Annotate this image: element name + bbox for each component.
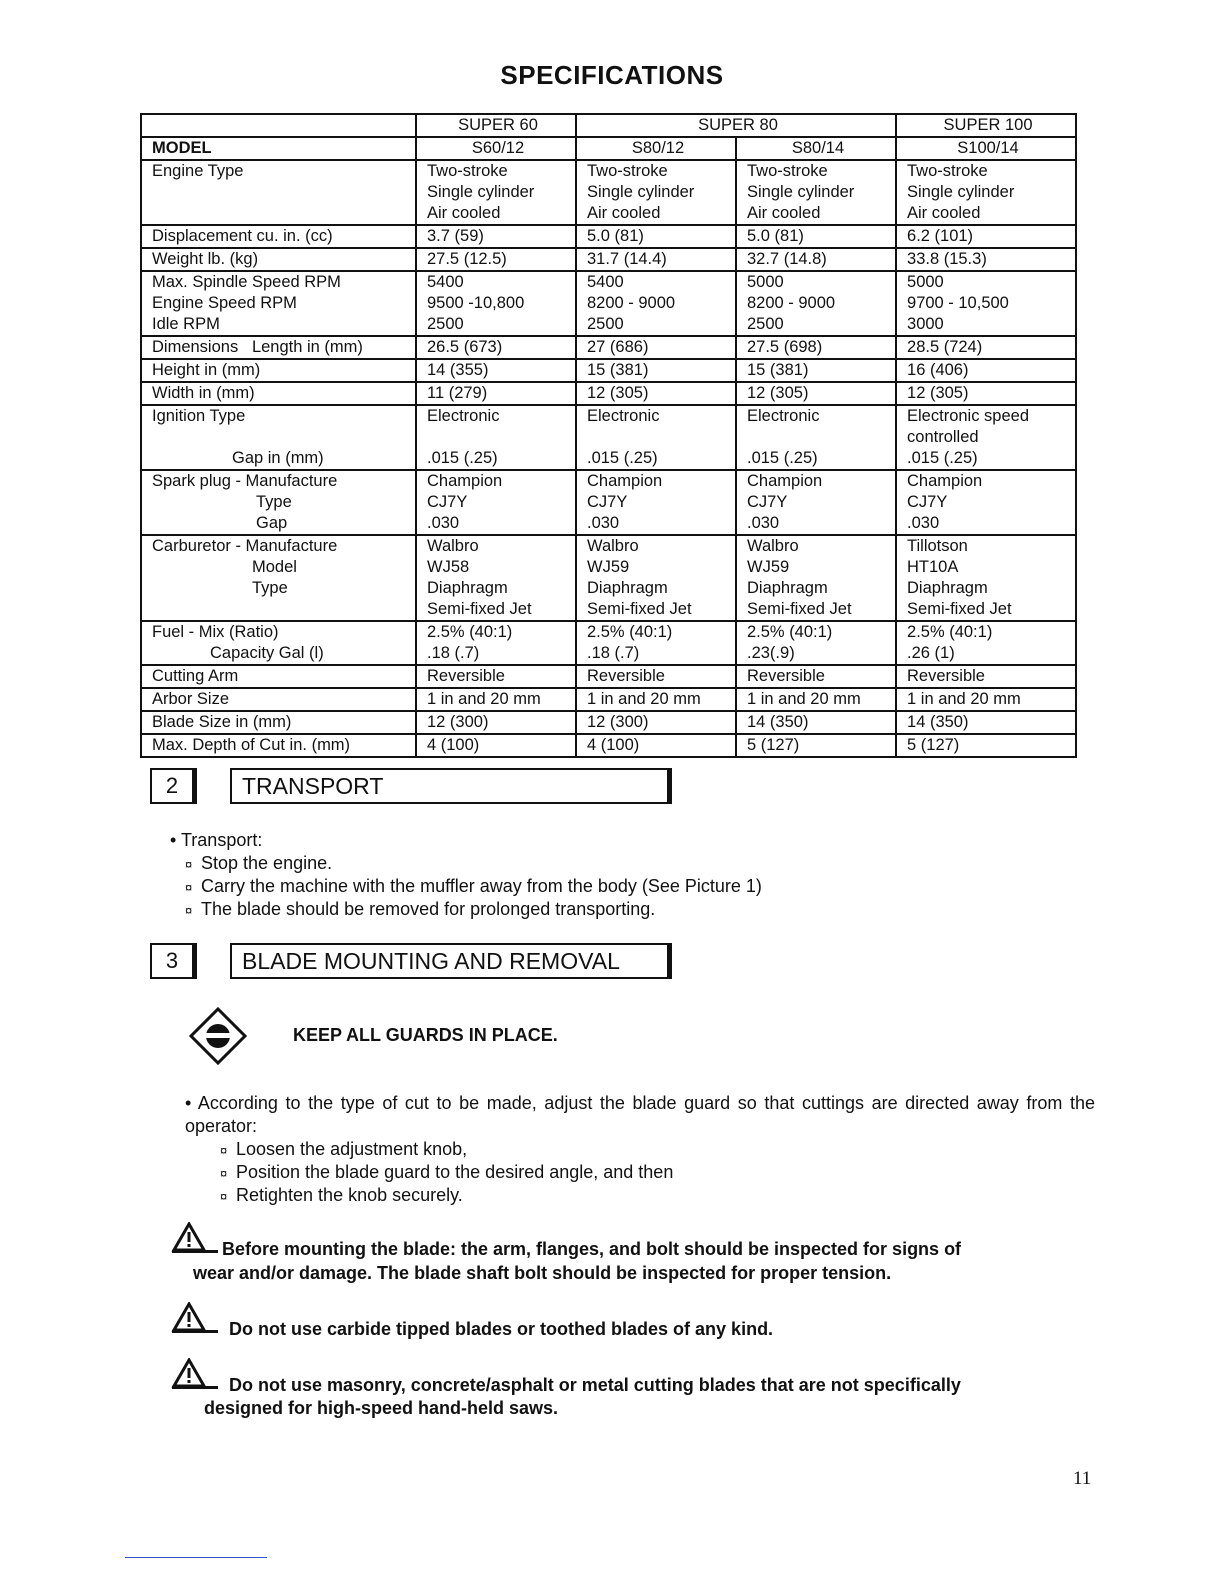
cell-line: .26 (1): [907, 644, 955, 662]
cell-line: .030: [427, 514, 460, 532]
model-s100-14: S100/14: [896, 137, 1076, 160]
cell-line: Model: [252, 558, 297, 576]
row-label-fuel: [141, 621, 416, 665]
model-s80-12: S80/12: [576, 137, 736, 160]
model-s80-14: S80/14: [736, 137, 896, 160]
cell-line: 8200 - 9000: [587, 294, 676, 312]
row-label-length: Dimensions Length in (mm): [141, 336, 416, 359]
cell-line: Single cylinder: [907, 183, 1015, 201]
row-label-displacement: Displacement cu. in. (cc): [141, 225, 416, 248]
cell-line: 9700 - 10,500: [907, 294, 1009, 312]
cell-line: 8200 - 9000: [747, 294, 836, 312]
cell-line: Champion: [427, 472, 503, 490]
table-cell: 12 (305): [896, 382, 1076, 405]
page-number: 11: [1073, 1468, 1092, 1489]
cell-line: 5000: [747, 273, 784, 291]
table-row-cutting-arm: [141, 665, 1076, 688]
bullet-icon: ¤: [220, 1189, 228, 1204]
cell-line: Air cooled: [587, 204, 661, 222]
cell-line: .030: [587, 514, 620, 532]
cell-line: WJ58: [427, 558, 470, 576]
row-label-carburetor: [141, 535, 416, 621]
cell-line: CJ7Y: [747, 493, 788, 511]
table-cell: [576, 160, 736, 225]
table-cell: [736, 535, 896, 621]
cell-line: Two-stroke: [427, 162, 508, 180]
list-item: [220, 1184, 463, 1208]
cell-line: Semi-fixed Jet: [907, 600, 1012, 618]
cell-line: WJ59: [587, 558, 630, 576]
table-cell: 31.7 (14.4): [576, 248, 736, 271]
table-cell: 14 (355): [416, 359, 576, 382]
cell-line: Two-stroke: [907, 162, 988, 180]
row-label-cutting-arm: Cutting Arm: [141, 665, 416, 688]
warning-text: Do not use carbide tipped blades or toothed blades of any kind.: [229, 1319, 774, 1339]
section-heading-blade: BLADE MOUNTING AND REMOVAL: [230, 943, 672, 979]
cell-line: Electronic: [747, 407, 820, 425]
table-cell: 12 (305): [576, 382, 736, 405]
table-cell: [896, 160, 1076, 225]
list-item: [185, 898, 655, 922]
table-cell: 1 in and 20 mm: [736, 688, 896, 711]
table-cell: 5.0 (81): [576, 225, 736, 248]
transport-intro: • Transport:: [170, 830, 263, 850]
cell-line: Champion: [747, 472, 823, 490]
cell-line: Electronic speed: [907, 407, 1030, 425]
cell-line: Single cylinder: [587, 183, 695, 201]
cell-line: CJ7Y: [427, 493, 468, 511]
warning-triangle-icon: [170, 1358, 220, 1390]
table-cell: 33.8 (15.3): [896, 248, 1076, 271]
cell-line: .015 (.25): [587, 449, 658, 467]
list-item: [220, 1138, 467, 1162]
cell-line: Capacity Gal (l): [210, 644, 324, 662]
table-cell: 1 in and 20 mm: [576, 688, 736, 711]
table-cell: [416, 160, 576, 225]
cell-line: Ignition Type: [152, 407, 246, 425]
footer-rule: [125, 1557, 267, 1558]
cell-line: Walbro: [427, 537, 479, 555]
table-cell: Reversible: [896, 665, 1076, 688]
cell-line: CJ7Y: [587, 493, 628, 511]
cell-line: Two-stroke: [747, 162, 828, 180]
cell-line: [152, 599, 409, 620]
cell-line: .18 (.7): [587, 644, 640, 662]
specifications-table: [140, 113, 1077, 758]
cell-line: .030: [907, 514, 940, 532]
bullet-icon: ¤: [185, 903, 193, 918]
cell-line: Diaphragm: [907, 579, 988, 597]
cell-line: .015 (.25): [907, 449, 978, 467]
warning-text: wear and/or damage. The blade shaft bolt should be inspected for proper tension.: [193, 1263, 892, 1283]
table-cell: 1 in and 20 mm: [896, 688, 1076, 711]
cell-line: Semi-fixed Jet: [587, 600, 692, 618]
table-cell: 11 (279): [416, 382, 576, 405]
cell-line: 2.5% (40:1): [427, 623, 513, 641]
cell-line: Max. Spindle Speed RPM: [152, 273, 341, 291]
table-cell: [416, 621, 576, 665]
row-label-blade-size: Blade Size in (mm): [141, 711, 416, 734]
cell-line: Tillotson: [907, 537, 968, 555]
cell-line: Champion: [587, 472, 663, 490]
table-cell: 28.5 (724): [896, 336, 1076, 359]
table-cell: [416, 470, 576, 535]
table-cell: [576, 271, 736, 336]
table-cell: [896, 535, 1076, 621]
table-cell: 26.5 (673): [416, 336, 576, 359]
page-title: SPECIFICATIONS: [500, 60, 724, 90]
row-label-ignition: [141, 405, 416, 470]
cell-line: .18 (.7): [427, 644, 480, 662]
cell-line: Two-stroke: [587, 162, 668, 180]
cell-line: Electronic: [587, 407, 660, 425]
row-label-engine-type: Engine Type: [141, 160, 416, 225]
cell-line: Walbro: [747, 537, 799, 555]
cell-line: Type: [252, 579, 288, 597]
cell-line: Idle RPM: [152, 315, 220, 333]
row-label-model: MODEL: [141, 137, 416, 160]
section-heading-transport: TRANSPORT: [230, 768, 672, 804]
list-item-text: Stop the engine.: [201, 853, 333, 873]
cell-line: Walbro: [587, 537, 639, 555]
section-number-transport: 2: [150, 768, 197, 804]
guard-icon: [188, 1006, 248, 1066]
warning-text: Do not use masonry, concrete/asphalt or metal cutting blades that are not specifically: [229, 1375, 961, 1395]
table-cell: 32.7 (14.8): [736, 248, 896, 271]
cell-line: 3000: [907, 315, 944, 333]
table-cell: 1 in and 20 mm: [416, 688, 576, 711]
bullet-icon: ¤: [185, 857, 193, 872]
bullet-icon: ¤: [220, 1143, 228, 1158]
blade-intro: • According to the type of cut to be made, adjust the blade guard so that cuttings are directed away from the operator:: [185, 1093, 1095, 1136]
cell-line: Single cylinder: [747, 183, 855, 201]
table-cell: 14 (350): [896, 711, 1076, 734]
cell-line: 2.5% (40:1): [747, 623, 833, 641]
table-cell: [736, 621, 896, 665]
cell-line: 2.5% (40:1): [587, 623, 673, 641]
table-row-displacement: [141, 225, 1076, 248]
list-item-text: Loosen the adjustment knob,: [236, 1139, 468, 1159]
table-row-speed: [141, 271, 1076, 336]
cell-line: Gap in (mm): [232, 449, 324, 467]
table-cell: [416, 271, 576, 336]
series-super-100: SUPER 100: [896, 114, 1076, 137]
cell-line: Diaphragm: [747, 579, 828, 597]
cell-line: .030: [747, 514, 780, 532]
table-cell: [896, 405, 1076, 470]
table-cell: 27.5 (12.5): [416, 248, 576, 271]
table-row-carburetor: [141, 535, 1076, 621]
table-row-height: [141, 359, 1076, 382]
table-cell: 5.0 (81): [736, 225, 896, 248]
cell-line: Type: [256, 493, 292, 511]
table-cell: 5 (127): [896, 734, 1076, 757]
cell-line: 2500: [747, 315, 784, 333]
cell-line: Electronic: [427, 407, 500, 425]
table-row-weight: [141, 248, 1076, 271]
cell-line: WJ59: [747, 558, 790, 576]
bullet-icon: ¤: [185, 880, 193, 895]
table-row-ignition: [141, 405, 1076, 470]
row-label-depth: Max. Depth of Cut in. (mm): [141, 734, 416, 757]
table-cell: [736, 160, 896, 225]
table-row-fuel: [141, 621, 1076, 665]
table-cell: [416, 535, 576, 621]
list-item: [185, 852, 332, 876]
cell-line: Engine Speed RPM: [152, 294, 297, 312]
list-item-text: Position the blade guard to the desired angle, and then: [236, 1162, 674, 1182]
cell-line: Gap: [256, 514, 288, 532]
series-super-80: SUPER 80: [576, 114, 896, 137]
table-cell: [576, 535, 736, 621]
cell-line: Semi-fixed Jet: [427, 600, 532, 618]
bullet-icon: ¤: [220, 1166, 228, 1181]
table-row-arbor: [141, 688, 1076, 711]
table-cell: [896, 271, 1076, 336]
cell-line: 5000: [907, 273, 944, 291]
cell-line: Diaphragm: [427, 579, 508, 597]
table-cell: 15 (381): [576, 359, 736, 382]
cell-line: 9500 -10,800: [427, 294, 525, 312]
cell-line: Spark plug - Manufacture: [152, 472, 338, 490]
table-row-series: [141, 114, 1076, 137]
table-row-length: [141, 336, 1076, 359]
list-item: [185, 875, 762, 899]
cell-line: Single cylinder: [427, 183, 535, 201]
row-label-width: Width in (mm): [141, 382, 416, 405]
table-cell: [896, 621, 1076, 665]
table-cell: 27 (686): [576, 336, 736, 359]
table-cell: 12 (305): [736, 382, 896, 405]
cell-line: [747, 427, 889, 448]
cell-line: controlled: [907, 428, 979, 446]
row-label-arbor: Arbor Size: [141, 688, 416, 711]
cell-line: Air cooled: [747, 204, 821, 222]
cell-line: Carburetor - Manufacture: [152, 537, 338, 555]
cell-line: Air cooled: [427, 204, 501, 222]
cell-line: Air cooled: [907, 204, 981, 222]
cell-line: [587, 427, 729, 448]
list-item-text: Retighten the knob securely.: [236, 1185, 463, 1205]
cell-line: 2500: [427, 315, 464, 333]
table-cell: [576, 621, 736, 665]
table-cell: 12 (300): [576, 711, 736, 734]
table-cell: [736, 470, 896, 535]
table-cell: 4 (100): [416, 734, 576, 757]
table-row-blade-size: [141, 711, 1076, 734]
cell-line: .23(.9): [747, 644, 795, 662]
table-row-width: [141, 382, 1076, 405]
guards-notice: KEEP ALL GUARDS IN PLACE.: [293, 1025, 558, 1045]
cell-line: Diaphragm: [587, 579, 668, 597]
cell-line: Champion: [907, 472, 983, 490]
table-row-sparkplug: [141, 470, 1076, 535]
cell-line: [152, 427, 409, 448]
table-cell: [896, 470, 1076, 535]
warning-text: designed for high-speed hand-held saws.: [204, 1398, 559, 1418]
row-label-sparkplug: [141, 470, 416, 535]
cell-line: [427, 427, 569, 448]
table-row-engine-type: [141, 160, 1076, 225]
table-cell: [736, 405, 896, 470]
cell-line: 5400: [587, 273, 624, 291]
table-cell: [576, 405, 736, 470]
section-number-blade: 3: [150, 943, 197, 979]
table-cell: 16 (406): [896, 359, 1076, 382]
cell-line: Semi-fixed Jet: [747, 600, 852, 618]
table-cell: [736, 271, 896, 336]
table-cell: 12 (300): [416, 711, 576, 734]
warning-triangle-icon: [170, 1222, 220, 1254]
list-item: [220, 1161, 673, 1185]
table-cell: 6.2 (101): [896, 225, 1076, 248]
row-label-height: Height in (mm): [141, 359, 416, 382]
row-label-speed: [141, 271, 416, 336]
cell-line: 2500: [587, 315, 624, 333]
table-cell: [416, 405, 576, 470]
cell-line: CJ7Y: [907, 493, 948, 511]
cell-line: 2.5% (40:1): [907, 623, 993, 641]
cell-line: .015 (.25): [427, 449, 498, 467]
warning-triangle-icon: [170, 1302, 220, 1334]
list-item-text: The blade should be removed for prolonged transporting.: [201, 899, 656, 919]
table-cell: Reversible: [576, 665, 736, 688]
cell-line: HT10A: [907, 558, 959, 576]
cell-line: .015 (.25): [747, 449, 818, 467]
table-cell: 3.7 (59): [416, 225, 576, 248]
table-cell: 14 (350): [736, 711, 896, 734]
table-cell: [576, 470, 736, 535]
series-super-60: SUPER 60: [416, 114, 576, 137]
cell-line: 5400: [427, 273, 464, 291]
list-item-text: Carry the machine with the muffler away from the body (See Picture 1): [201, 876, 762, 896]
table-cell: 27.5 (698): [736, 336, 896, 359]
table-cell: [141, 114, 416, 137]
table-row-depth: [141, 734, 1076, 757]
table-cell: Reversible: [416, 665, 576, 688]
cell-line: Fuel - Mix (Ratio): [152, 623, 279, 641]
table-cell: 5 (127): [736, 734, 896, 757]
table-cell: 15 (381): [736, 359, 896, 382]
warning-text: Before mounting the blade: the arm, flanges, and bolt should be inspected for signs of: [222, 1239, 962, 1259]
table-cell: 4 (100): [576, 734, 736, 757]
table-row-model: [141, 137, 1076, 160]
row-label-weight: Weight lb. (kg): [141, 248, 416, 271]
model-s60-12: S60/12: [416, 137, 576, 160]
table-cell: Reversible: [736, 665, 896, 688]
